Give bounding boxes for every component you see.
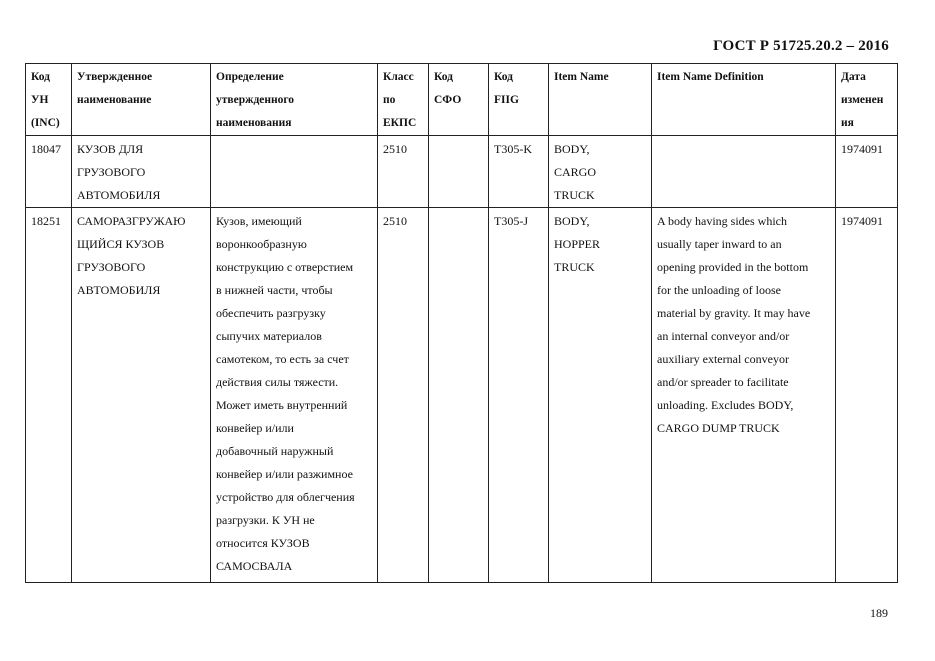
cell-date: 1974091 bbox=[836, 208, 898, 583]
header-fiig: Код FIIG bbox=[489, 64, 549, 136]
header-inc: Код УН (INC) bbox=[26, 64, 72, 136]
header-approved-name: Утвержденное наименование bbox=[72, 64, 211, 136]
table-row bbox=[26, 208, 898, 583]
cell-class: 2510 bbox=[378, 136, 429, 208]
cell-sfo bbox=[429, 136, 489, 208]
header-sfo: Код СФО bbox=[429, 64, 489, 136]
header-date: Дата изменен ия bbox=[836, 64, 898, 136]
cell-item-name: BODY, CARGO TRUCK bbox=[549, 136, 652, 208]
header-item-name-definition: Item Name Definition bbox=[652, 64, 836, 136]
page-number: 189 bbox=[870, 606, 888, 620]
cell-class: 2510 bbox=[378, 208, 429, 583]
cell-date: 1974091 bbox=[836, 136, 898, 208]
cell-fiig: T305-J bbox=[489, 208, 549, 583]
header-item-name: Item Name bbox=[549, 64, 652, 136]
cell-definition: Кузов, имеющий воронкообразную конструкцию с отверстием в нижней части, чтобы обеспечить разгрузку сыпучих материалов самотеком, то есть за счет действия силы тяжести. Может иметь внутренний конвейер и/или добавочный наружный конвейер и/или разжимное устройство для облегчения разгрузки. К УН не относится КУЗОВ САМОСВАЛА bbox=[211, 208, 378, 583]
table-header-row bbox=[26, 64, 898, 136]
cell-approved-name: САМОРАЗГРУЖАЮ ЩИЙСЯ КУЗОВ ГРУЗОВОГО АВТОМОБИЛЯ bbox=[72, 208, 211, 583]
header-definition: Определение утвержденного наименования bbox=[211, 64, 378, 136]
cell-item-name-definition: A body having sides which usually taper inward to an opening provided in the bottom for the unloading of loose material by gravity. It may have an internal conveyor and/or auxiliary external conveyor and/or spreader to facilitate unloading. Excludes BODY, CARGO DUMP TRUCK bbox=[652, 208, 836, 583]
cell-inc: 18047 bbox=[26, 136, 72, 208]
header-class: Класс по ЕКПС bbox=[378, 64, 429, 136]
cell-item-name: BODY, HOPPER TRUCK bbox=[549, 208, 652, 583]
cell-fiig: T305-K bbox=[489, 136, 549, 208]
cell-inc: 18251 bbox=[26, 208, 72, 583]
cell-definition bbox=[211, 136, 378, 208]
cell-approved-name: КУЗОВ ДЛЯ ГРУЗОВОГО АВТОМОБИЛЯ bbox=[72, 136, 211, 208]
catalog-table bbox=[25, 63, 898, 583]
table-row bbox=[26, 136, 898, 208]
document-header: ГОСТ Р 51725.20.2 – 2016 bbox=[713, 38, 889, 54]
cell-sfo bbox=[429, 208, 489, 583]
cell-item-name-definition bbox=[652, 136, 836, 208]
